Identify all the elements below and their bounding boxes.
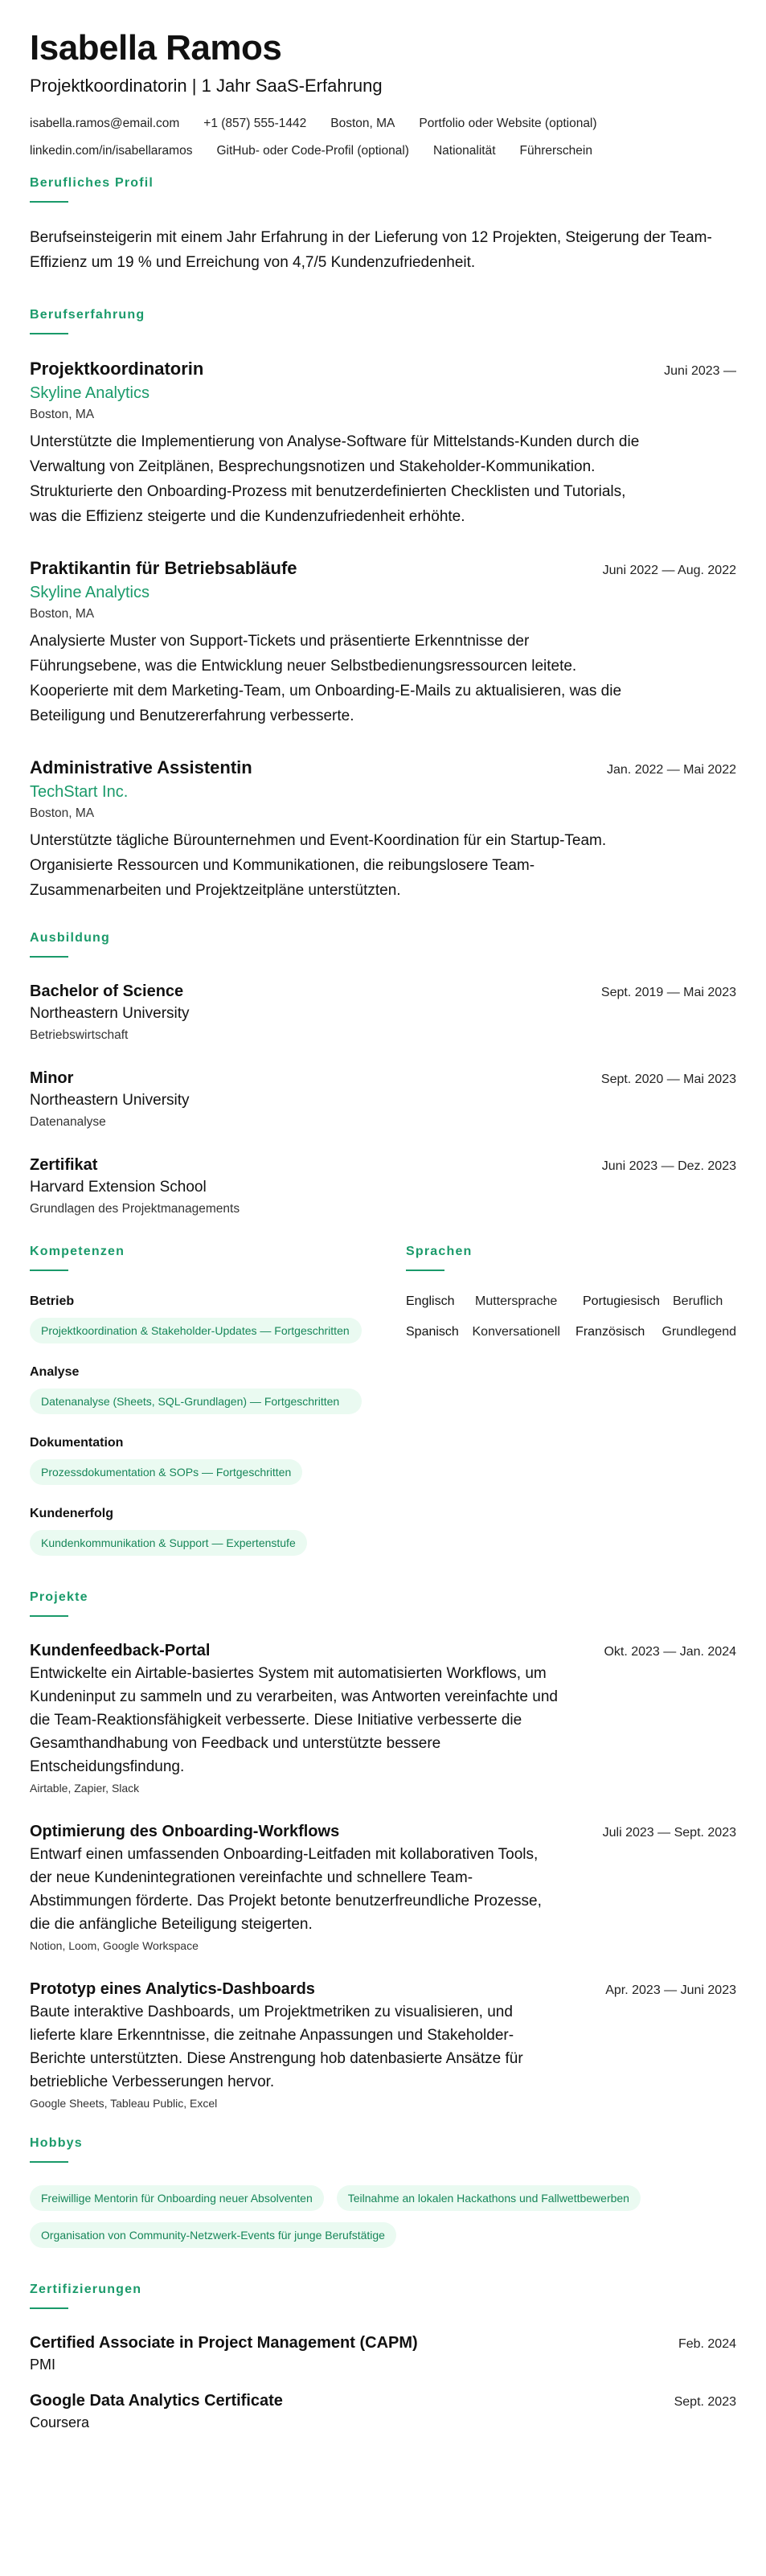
skills-languages-section [30, 1244, 736, 1577]
experience-entry [30, 357, 736, 529]
section-divider [30, 333, 68, 334]
language-name: Französisch [576, 1325, 645, 1339]
profile-section [30, 175, 736, 275]
project-date: Apr. 2023 — Juni 2023 [605, 1983, 736, 1997]
language-row [406, 1324, 736, 1340]
project-description: Entwarf einen umfassenden Onboarding-Leitfaden mit kollaborativen Tools, der neue Kundenintegrationen vereinfachte und schnellere Team-Abstimmungen förderte. Das Projekt betonte benutzerfreundliche Prozesse, die die anfängliche Beteiligung steigerten. [30, 1846, 542, 1933]
school-name: Harvard Extension School [30, 1179, 207, 1196]
project-title: Prototyp eines Analytics-Dashboards [30, 1980, 315, 1998]
section-divider [30, 2307, 68, 2309]
skill-pill: Prozessdokumentation & SOPs — Fortgeschritten [30, 1459, 302, 1485]
certification-entry [30, 2332, 736, 2375]
job-date: Jan. 2022 — Mai 2022 [607, 763, 736, 777]
skill-group [30, 1435, 406, 1506]
section-title: Kompetenzen [30, 1245, 125, 1258]
degree-title: Minor [30, 1069, 74, 1087]
experience-entry [30, 756, 736, 903]
contact-linkedin[interactable]: linkedin.com/in/isabellaramos [30, 144, 193, 158]
education-date: Juni 2023 — Dez. 2023 [601, 1159, 736, 1173]
skill-category: Dokumentation [30, 1436, 124, 1450]
section-title: Projekte [30, 1590, 88, 1604]
education-entry [30, 1154, 736, 1220]
job-date: Juni 2022 — Aug. 2022 [602, 564, 736, 577]
section-divider [406, 1270, 444, 1271]
section-title: Hobbys [30, 2136, 83, 2150]
experience-entry [30, 556, 736, 728]
section-divider [30, 2161, 68, 2163]
certification-issuer: PMI [30, 2357, 56, 2373]
certification-date: Sept. 2023 [674, 2395, 736, 2409]
skill-group [30, 1294, 406, 1364]
hobbies-section [30, 2135, 736, 2248]
job-company: Skyline Analytics [30, 584, 150, 601]
section-divider [30, 956, 68, 958]
section-title: Zertifizierungen [30, 2283, 142, 2296]
job-company: Skyline Analytics [30, 384, 150, 402]
skills-column [30, 1244, 406, 1577]
certification-entry [30, 2389, 736, 2433]
project-description: Baute interaktive Dashboards, um Projektmetriken zu visualisieren, und lieferte klare Erkenntnisse, die zeitnahe Anpassungen und Stakeholder-Berichte unterstützten. Diese Anstrengung hob datenbasierte Ansätze für betriebliche Verbesserungen hervor. [30, 2004, 523, 2090]
candidate-subtitle: Projektkoordinatorin | 1 Jahr SaaS-Erfahrung [30, 76, 383, 96]
contact-email[interactable]: isabella.ramos@email.com [30, 117, 180, 130]
job-location: Boston, MA [30, 806, 95, 820]
certification-issuer: Coursera [30, 2414, 90, 2430]
project-entry [30, 1639, 736, 1798]
project-tools: Airtable, Zapier, Slack [30, 1782, 140, 1795]
project-entry [30, 1820, 736, 1955]
project-date: Juli 2023 — Sept. 2023 [602, 1826, 736, 1840]
skill-pill: Projektkoordination & Stakeholder-Updates — Fortgeschritten [30, 1318, 362, 1343]
skill-pill: Datenanalyse (Sheets, SQL-Grundlagen) — Fortgeschritten [30, 1388, 362, 1414]
language-level: Muttersprache [475, 1294, 558, 1308]
contact-drivers-license: Führerschein [519, 144, 592, 158]
job-date: Juni 2023 — [664, 364, 736, 378]
project-tools: Notion, Loom, Google Workspace [30, 1939, 199, 1952]
project-description: Entwickelte ein Airtable-basiertes System mit automatisierten Workflows, um Kundeninput zu sammeln und zu verarbeiten, was Antworten vereinfachte und die Team-Reaktionsfähigkeit verbesserte. Diese Initiative verbesserte die Gesamthandhabung von Feedback und unterstützte bessere Entscheidungsfindung. [30, 1665, 558, 1775]
project-title: Optimierung des Onboarding-Workflows [30, 1823, 340, 1840]
profile-text: Berufseinsteigerin mit einem Jahr Erfahrung in der Lieferung von 12 Projekten, Steigerung der Team-Effizienz um 19 % und Erreichung von 4,7/5 Kundenzufriedenheit. [30, 229, 712, 271]
study-field: Grundlagen des Projektmanagements [30, 1202, 240, 1216]
contact-row [30, 143, 736, 159]
language-level: Grundlegend [662, 1325, 736, 1339]
section-divider [30, 1270, 68, 1271]
skill-category: Kundenerfolg [30, 1507, 113, 1520]
section-divider [30, 201, 68, 203]
school-name: Northeastern University [30, 1005, 190, 1022]
section-divider [30, 1615, 68, 1617]
job-description: Unterstützte tägliche Bürounternehmen und Event-Koordination für ein Startup-Team. Organisierte Ressourcen und Kommunikationen, die reibungslosere Team-Zusammenarbeiten und Projektzeitpläne unterstützten. [30, 832, 607, 899]
language-name: Spanisch [406, 1325, 459, 1339]
certification-title: Google Data Analytics Certificate [30, 2392, 283, 2410]
job-title: Administrative Assistentin [30, 757, 252, 777]
hobby-pill: Freiwillige Mentorin für Onboarding neuer Absolventen [30, 2185, 324, 2211]
education-section [30, 930, 736, 1220]
hobby-list [30, 2185, 736, 2248]
skill-pill: Kundenkommunikation & Support — Expertenstufe [30, 1530, 307, 1556]
education-entry [30, 1067, 736, 1133]
study-field: Datenanalyse [30, 1115, 106, 1129]
project-date: Okt. 2023 — Jan. 2024 [604, 1645, 736, 1659]
language-row [406, 1294, 736, 1310]
education-date: Sept. 2019 — Mai 2023 [600, 986, 736, 999]
hobby-pill: Organisation von Community-Netzwerk-Events für junge Berufstätige [30, 2222, 396, 2248]
project-entry [30, 1978, 736, 2113]
certification-date: Feb. 2024 [678, 2337, 736, 2351]
contact-row [30, 116, 736, 132]
language-level: Konversationell [472, 1325, 560, 1339]
hobby-pill: Teilnahme an lokalen Hackathons und Fallwettbewerben [337, 2185, 641, 2211]
contact-github[interactable]: GitHub- oder Code-Profil (optional) [216, 144, 409, 158]
experience-section [30, 307, 736, 903]
education-entry [30, 980, 736, 1046]
contact-phone[interactable]: +1 (857) 555-1442 [203, 117, 307, 130]
skill-category: Betrieb [30, 1294, 75, 1308]
language-level: Beruflich [673, 1294, 723, 1308]
education-date: Sept. 2020 — Mai 2023 [600, 1073, 736, 1086]
degree-title: Bachelor of Science [30, 982, 184, 1000]
certification-title: Certified Associate in Project Management (CAPM) [30, 2334, 418, 2352]
skill-category: Analyse [30, 1365, 80, 1379]
job-description: Unterstützte die Implementierung von Analyse-Software für Mittelstands-Kunden durch die Verwaltung von Zeitplänen, Besprechungsnotizen und Stakeholder-Kommunikation. Strukturierte den Onboarding-Prozess mit benutzerdefinierten Checklisten und Tutorials, was die Effizienz steigerte und die Kundenzufriedenheit erhöhte. [30, 433, 640, 525]
language-name: Englisch [406, 1294, 455, 1308]
section-title: Sprachen [406, 1245, 473, 1258]
candidate-name: Isabella Ramos [30, 28, 282, 68]
job-title: Projektkoordinatorin [30, 359, 204, 379]
skill-group [30, 1364, 406, 1435]
job-title: Praktikantin für Betriebsabläufe [30, 558, 297, 578]
languages-column [406, 1244, 736, 1577]
study-field: Betriebswirtschaft [30, 1028, 129, 1042]
projects-section [30, 1589, 736, 2113]
job-description: Analysierte Muster von Support-Tickets und präsentierte Erkenntnisse der Führungsebene, was die Entwicklung neuer Selbstbedienungsressourcen leitete. Kooperierte mit dem Marketing-Team, um Onboarding-E-Mails zu aktualisieren, was die Beteiligung und Benutzererfahrung verbesserte. [30, 633, 622, 724]
skill-group [30, 1506, 406, 1577]
certifications-section [30, 2282, 736, 2433]
project-tools: Google Sheets, Tableau Public, Excel [30, 2097, 218, 2110]
job-location: Boston, MA [30, 408, 95, 421]
contact-portfolio[interactable]: Portfolio oder Website (optional) [419, 117, 597, 130]
school-name: Northeastern University [30, 1092, 190, 1109]
section-title: Berufliches Profil [30, 176, 154, 190]
degree-title: Zertifikat [30, 1156, 98, 1174]
section-title: Ausbildung [30, 931, 110, 945]
contact-location: Boston, MA [330, 117, 395, 130]
job-company: TechStart Inc. [30, 783, 129, 801]
section-title: Berufserfahrung [30, 308, 145, 322]
language-name: Portugiesisch [583, 1294, 661, 1308]
job-location: Boston, MA [30, 607, 95, 621]
contact-nationality: Nationalität [432, 144, 496, 158]
contact-info [30, 116, 736, 159]
project-title: Kundenfeedback-Portal [30, 1642, 211, 1659]
